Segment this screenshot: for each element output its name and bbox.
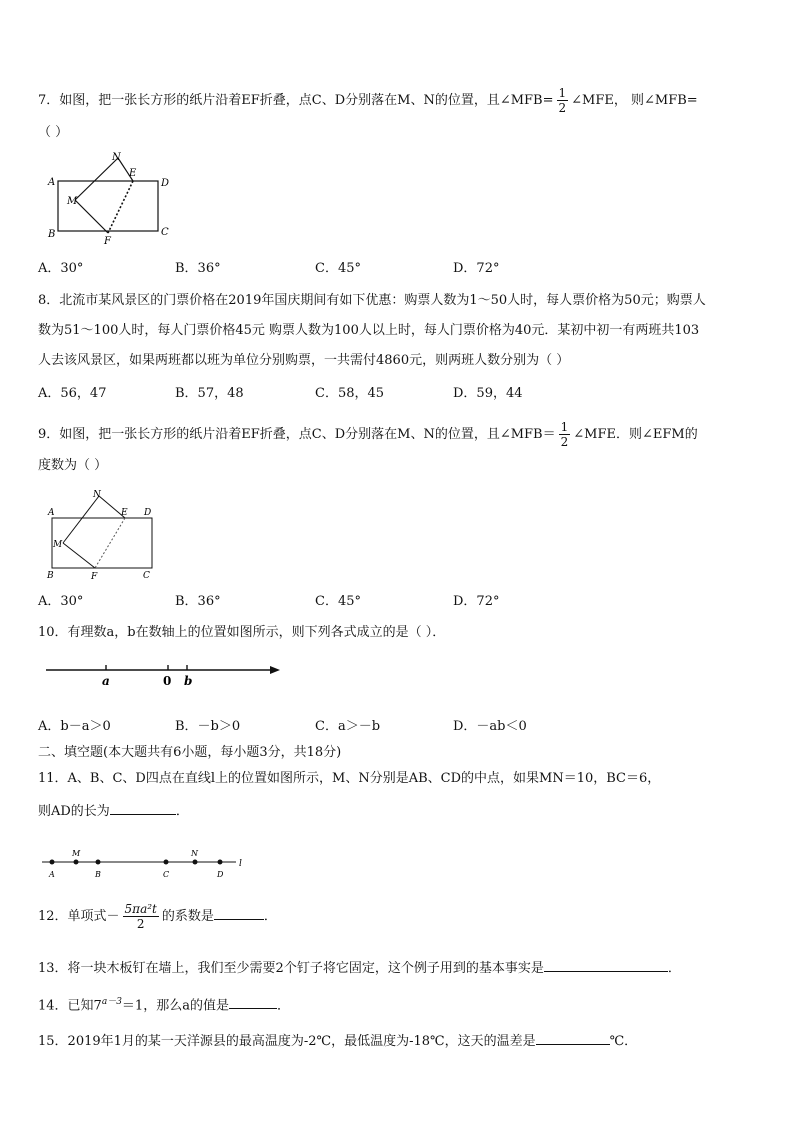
q11-label-b: B [95, 870, 101, 879]
q10-option-b: B．－b＞0 [175, 719, 241, 734]
section2-heading: 二、填空题(本大题共有6小题，每小题3分，共18分) [38, 745, 342, 760]
q11-point-b [96, 860, 101, 865]
q11-point-a [50, 860, 55, 865]
q13-end: ． [667, 961, 681, 976]
q8-option-d: D．59，44 [453, 386, 523, 401]
q8-option-c: C．58，45 [315, 386, 385, 401]
q9-option-b: B．36° [175, 594, 221, 609]
q15-text: 15．2019年1月的某一天洋源县的最高温度为-2℃，最低温度为-18℃，这天的温差是 [38, 1034, 536, 1049]
q11-label-l: l [239, 859, 242, 869]
q11-label-d: D [217, 870, 224, 879]
q11-label-n: N [191, 849, 198, 858]
q11-point-d [218, 860, 223, 865]
q10-option-a: A．b－a＞0 [38, 719, 111, 734]
q7-label-a: A [48, 177, 56, 188]
q10-stem: 10．有理数a，b在数轴上的位置如图所示，则下列各式成立的是（ ）． [38, 625, 446, 640]
q9-line2: 度数为（ ） [38, 458, 108, 473]
q10-option-d: D．－ab＜0 [453, 719, 527, 734]
q11-line1: 11．A、B、C、D四点在直线l上的位置如图所示，M、N分别是AB、CD的中点，如果MN＝10，BC＝6， [38, 771, 661, 786]
q12-stem [38, 902, 277, 931]
q7-label-c: C [161, 227, 169, 238]
q8-option-a: A．56，47 [38, 386, 107, 401]
q11-label-c: C [163, 870, 170, 879]
q9-line-nm [63, 496, 99, 543]
q7-stem [38, 86, 698, 115]
q10-number-line [44, 660, 284, 690]
q9-text-before: 9．如图，把一张长方形的纸片沿着EF折叠，点C、D分别落在M、N的位置，且∠MFB＝ [38, 427, 556, 442]
q8-option-b: B．57，48 [175, 386, 244, 401]
q9-fraction: $\frac{1}{2}$ [560, 420, 569, 449]
q15-stem [38, 1030, 637, 1051]
q7-paren: （ ） [38, 125, 69, 140]
q9-label-m: M [53, 540, 63, 550]
q11-label-a: A [49, 870, 55, 879]
q10-label-a: a [102, 674, 110, 688]
q12-answer-blank [214, 905, 264, 920]
q10-label-zero: 0 [163, 674, 172, 688]
q13-text: 13．将一块木板钉在墙上，我们至少需要2个钉子将它固定，这个例子用到的基本事实是 [38, 961, 544, 976]
q7-fraction: $\frac{1}{2}$ [558, 86, 567, 115]
q7-label-f: F [104, 236, 111, 247]
q7-label-d: D [161, 178, 170, 189]
q11-label-m: M [72, 849, 81, 858]
q7-line-mf [75, 200, 108, 233]
q10-label-b: b [184, 674, 193, 688]
q12-text-after: 的系数是 [161, 909, 214, 924]
q7-label-e: E [129, 168, 137, 179]
q14-text-before: 14．已知7 [38, 998, 102, 1014]
q11-point-m [74, 860, 79, 865]
q12-fraction: $\frac{\text{5πa²t}}{2}$ [124, 902, 157, 931]
q7-fold-line-ef [108, 181, 133, 233]
q7-label-m: M [67, 196, 78, 207]
q10-axis-arrow [270, 666, 280, 674]
q9-label-a: A [48, 508, 55, 518]
q9-text-after: ∠MFE．则∠EFM的 [573, 427, 698, 442]
q9-stem [38, 420, 698, 449]
q14-stem [38, 993, 290, 1015]
q7-label-b: B [48, 229, 56, 240]
q11-line2-text: 则AD的长为 [38, 804, 110, 819]
q12-text-before: 12．单项式－ [38, 909, 120, 924]
q9-rectangle [52, 518, 152, 568]
q9-label-f: F [91, 572, 98, 582]
q13-stem [38, 957, 681, 978]
q11-point-n [193, 860, 198, 865]
q14-answer-blank [229, 994, 277, 1009]
q7-option-d: D．72° [453, 261, 500, 276]
q13-answer-blank [544, 957, 668, 972]
q9-fold-line-ef [95, 518, 125, 568]
q14-text-after: ＝1，那么a的值是 [121, 998, 229, 1014]
q14-exponent: a－3 [101, 997, 122, 1007]
q9-option-c: C．45° [315, 594, 361, 609]
q9-label-b: B [47, 571, 54, 581]
q9-line-mf [63, 543, 95, 568]
q11-line2 [38, 800, 189, 821]
q8-line1: 8．北流市某风景区的门票价格在2019年国庆期间有如下优惠：购票人数为1～50人时，每人票价格为50元；购票人 [38, 293, 706, 308]
q7-figure [40, 148, 180, 248]
q9-label-e: E [121, 508, 128, 518]
q15-end: ℃． [609, 1034, 638, 1049]
q9-label-c: C [143, 571, 150, 581]
q11-line-figure [40, 846, 260, 882]
q9-label-d: D [144, 508, 152, 518]
q11-answer-blank [110, 800, 176, 815]
q7-text-after: ∠MFE， 则∠MFB= [571, 93, 698, 108]
q8-line2: 数为51～100人时，每人门票价格45元 购票人数为100人以上时，每人门票价格为40元．某初中初一有两班共103 [38, 323, 700, 338]
q10-option-c: C．a＞－b [315, 719, 381, 734]
q9-label-n: N [93, 490, 101, 500]
q7-label-n: N [112, 152, 121, 163]
q9-option-a: A．30° [38, 594, 84, 609]
q7-option-a: A．30° [38, 261, 84, 276]
q8-line3: 人去该风景区，如果两班都以班为单位分别购票，一共需付4860元，则两班人数分别为（ ） [38, 353, 570, 368]
q7-text-before: 7．如图，把一张长方形的纸片沿着EF折叠，点C、D分别落在M、N的位置，且∠MFB= [38, 93, 554, 108]
q7-option-b: B．36° [175, 261, 221, 276]
q14-end: ． [276, 998, 290, 1014]
q7-line-nm [75, 158, 118, 200]
q12-end: ． [263, 909, 277, 924]
q15-answer-blank [536, 1030, 610, 1045]
q9-figure [42, 488, 172, 584]
q11-point-c [164, 860, 169, 865]
q7-option-c: C．45° [315, 261, 361, 276]
q9-option-d: D．72° [453, 594, 500, 609]
q11-line2-end: ． [175, 804, 189, 819]
